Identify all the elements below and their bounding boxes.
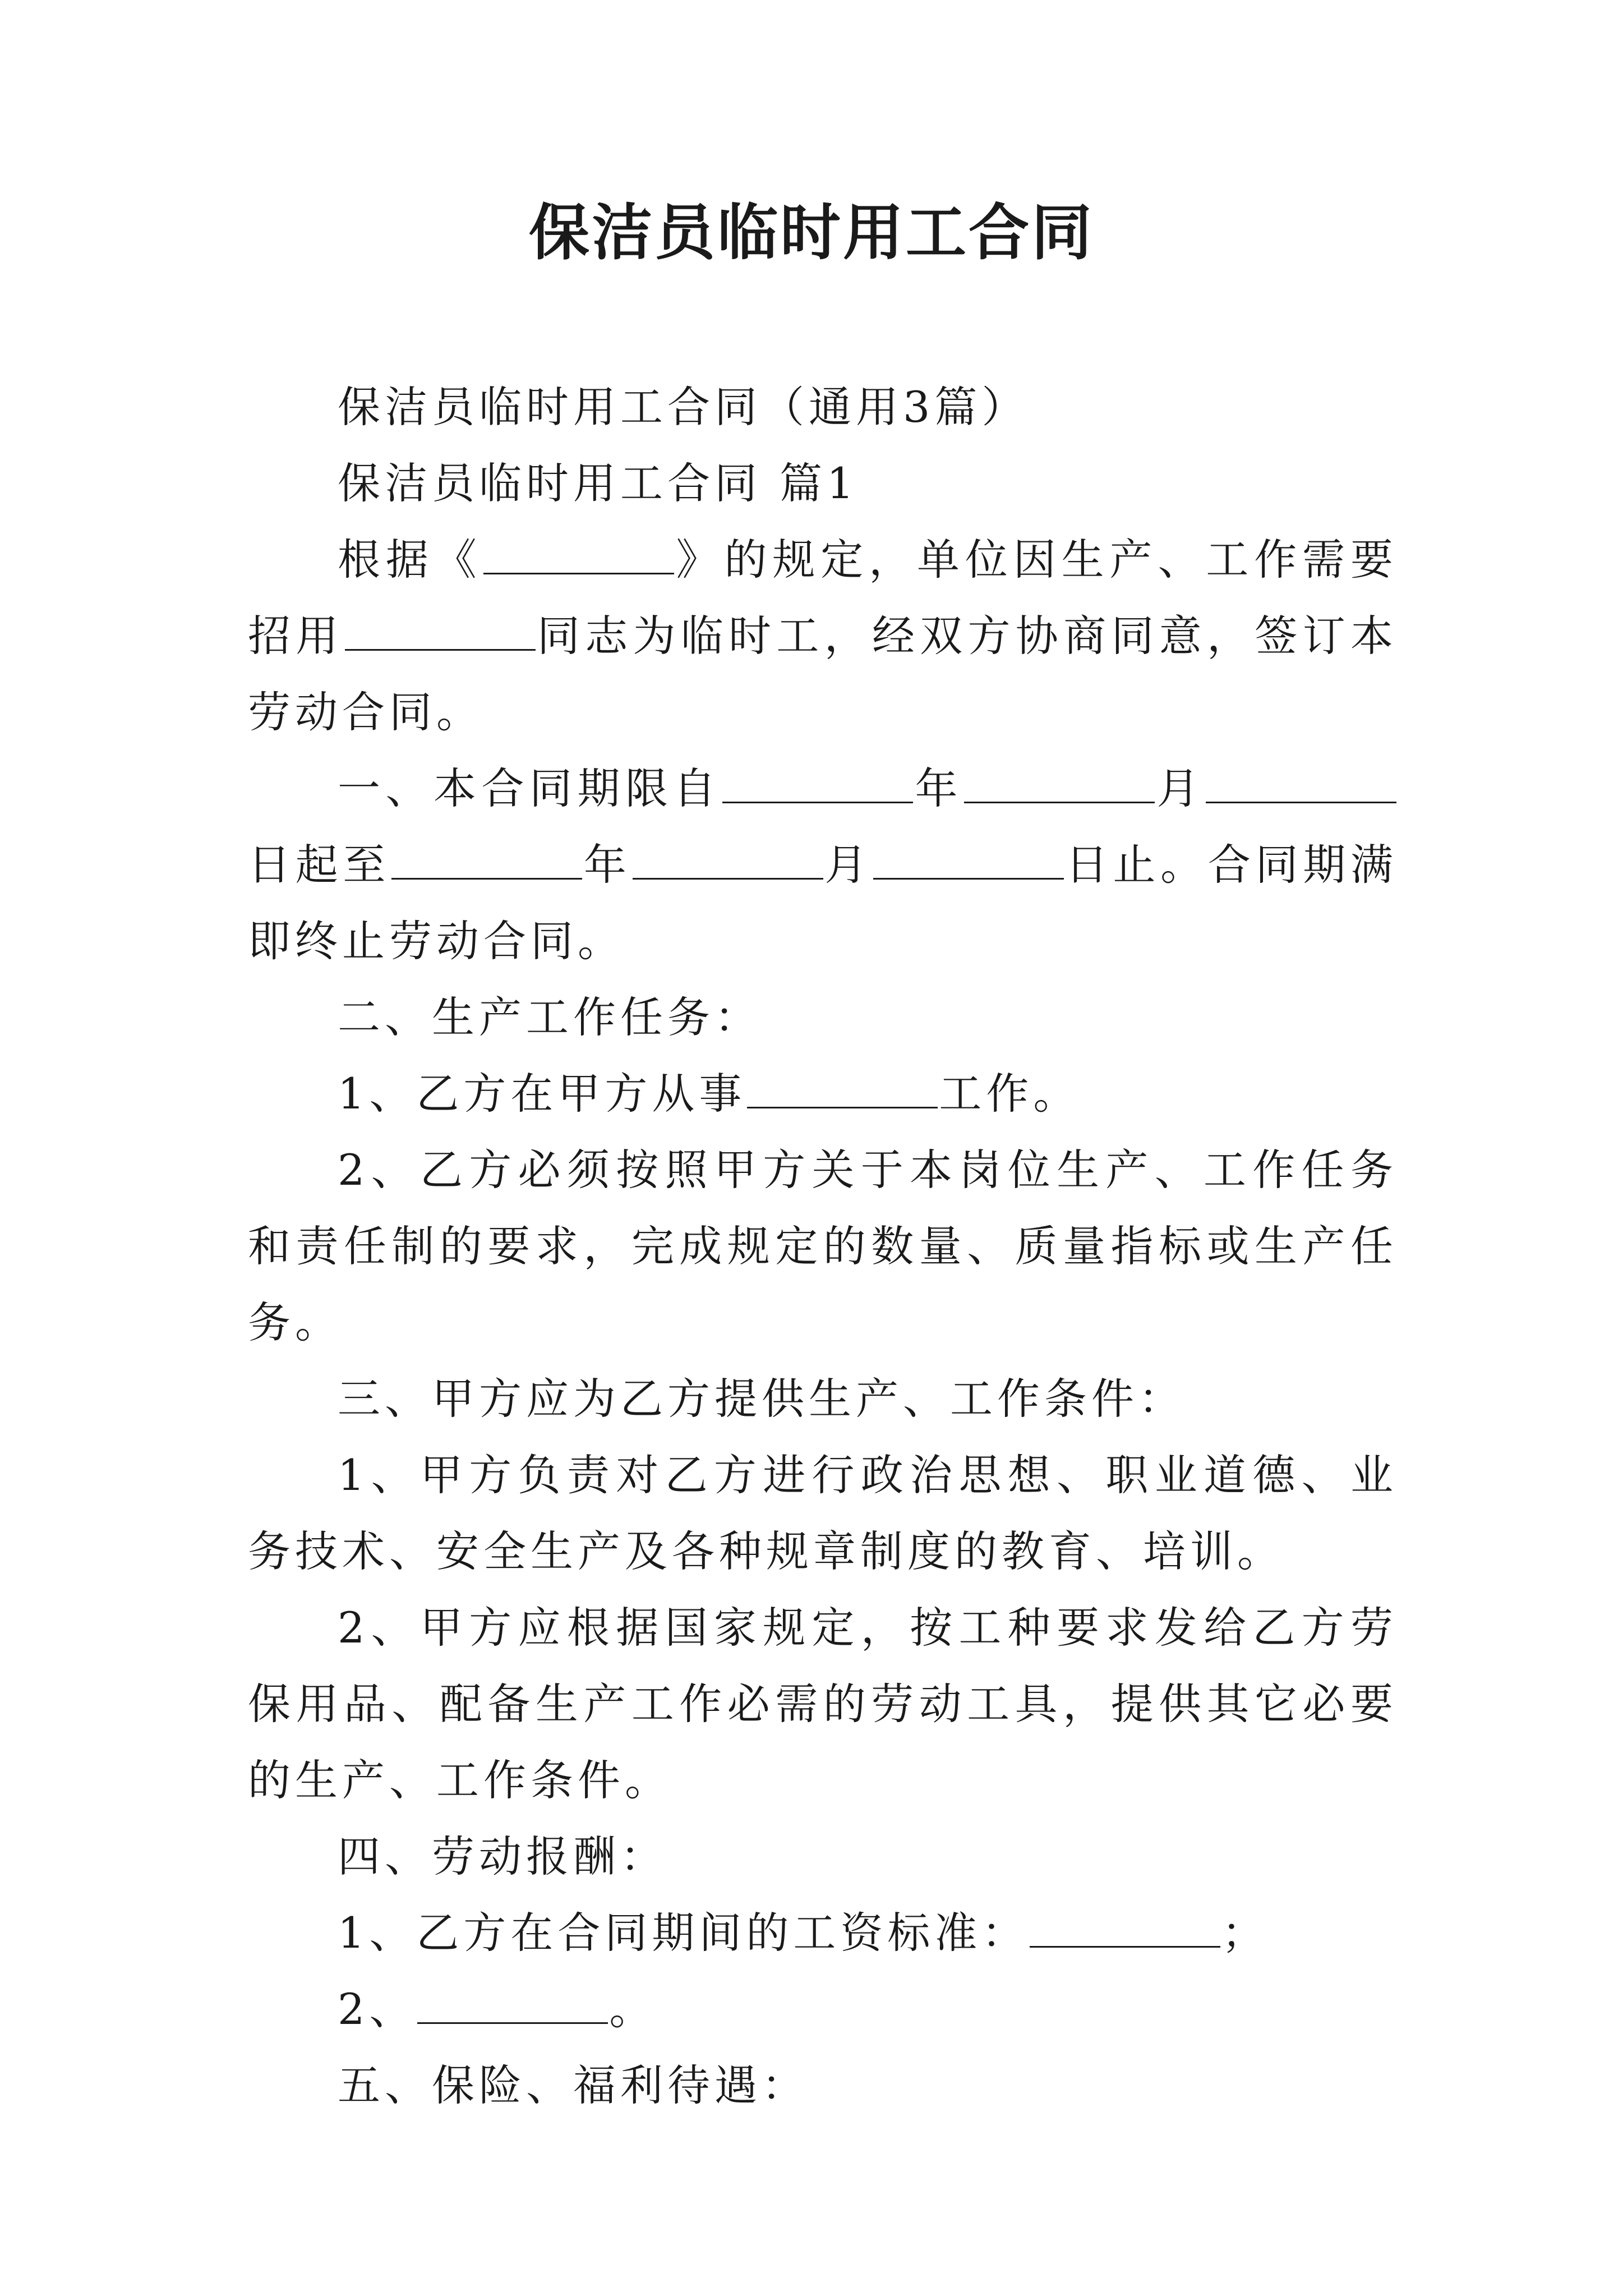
- text-segment: 四、劳动报酬：: [338, 1832, 667, 1881]
- text-segment: 根据《: [338, 535, 482, 585]
- fill-in-blank[interactable]: [391, 844, 582, 880]
- paragraph: [248, 2047, 1398, 2124]
- text-segment: 保洁员临时用工合同（通用3篇）: [338, 382, 1029, 432]
- fill-in-blank[interactable]: [964, 768, 1155, 803]
- text-segment: 同志为临时工，经双方协商同意，签订本劳动合同。: [248, 611, 1398, 737]
- text-segment: 2、: [338, 1984, 417, 2034]
- text-segment: 保洁员临时用工合同 篇1: [338, 458, 859, 508]
- fill-in-blank[interactable]: [345, 615, 536, 651]
- fill-in-blank[interactable]: [1030, 1912, 1220, 1948]
- paragraph: [248, 1819, 1398, 1895]
- paragraph: [248, 445, 1398, 522]
- paragraph: [248, 1361, 1398, 1437]
- text-segment: 日止。合同期满即终止劳动合同。: [248, 840, 1398, 966]
- fill-in-blank[interactable]: [873, 844, 1064, 880]
- fill-in-blank[interactable]: [633, 844, 823, 880]
- text-segment: 年: [914, 763, 963, 813]
- text-segment: 2、甲方应根据国家规定，按工种要求发给乙方劳保用品、配备生产工作必需的劳动工具，提供其它必要的生产、工作条件。: [248, 1603, 1398, 1805]
- text-segment: 。: [609, 1984, 657, 2034]
- paragraph: [248, 979, 1398, 1056]
- text-segment: 五、保险、福利待遇：: [338, 2060, 809, 2110]
- text-segment: 三、甲方应为乙方提供生产、工作条件：: [338, 1374, 1186, 1424]
- text-segment: 二、生产工作任务：: [338, 992, 762, 1042]
- text-segment: 》的规定，单位因生产、工作需要招用: [248, 535, 1398, 661]
- text-segment: 2、乙方必须按照甲方关于本岗位生产、工作任务和责任制的要求，完成规定的数量、质量指标或生产任务。: [248, 1145, 1398, 1347]
- paragraph: [248, 1132, 1398, 1361]
- paragraph: [248, 1895, 1398, 1971]
- paragraph: [248, 1590, 1398, 1819]
- paragraph: [248, 751, 1398, 979]
- text-segment: 年: [583, 840, 631, 890]
- fill-in-blank[interactable]: [722, 768, 913, 803]
- fill-in-blank[interactable]: [483, 539, 674, 574]
- text-segment: 一、本合同期限自: [338, 763, 721, 813]
- fill-in-blank[interactable]: [747, 1073, 938, 1108]
- text-segment: 1、乙方在甲方从事: [338, 1069, 746, 1119]
- text-segment: 日起至: [248, 840, 391, 890]
- paragraph: [248, 1437, 1398, 1590]
- document-title: 保洁员临时用工合同: [528, 197, 1094, 268]
- text-segment: 月: [1156, 763, 1205, 813]
- text-segment: 1、乙方在合同期间的工资标准：: [338, 1908, 1029, 1958]
- paragraph: [248, 1056, 1398, 1132]
- paragraph: [248, 369, 1398, 445]
- text-segment: 月: [824, 840, 873, 890]
- fill-in-blank[interactable]: [1206, 768, 1396, 803]
- text-segment: ；: [1221, 1908, 1269, 1958]
- fill-in-blank[interactable]: [417, 1989, 608, 2024]
- document-body: [248, 369, 1398, 2124]
- text-segment: 工作。: [939, 1069, 1081, 1119]
- text-segment: 1、甲方负责对乙方进行政治思想、职业道德、业务技术、安全生产及各种规章制度的教育、培训。: [248, 1450, 1398, 1576]
- paragraph: [248, 522, 1398, 751]
- paragraph: [248, 1971, 1398, 2047]
